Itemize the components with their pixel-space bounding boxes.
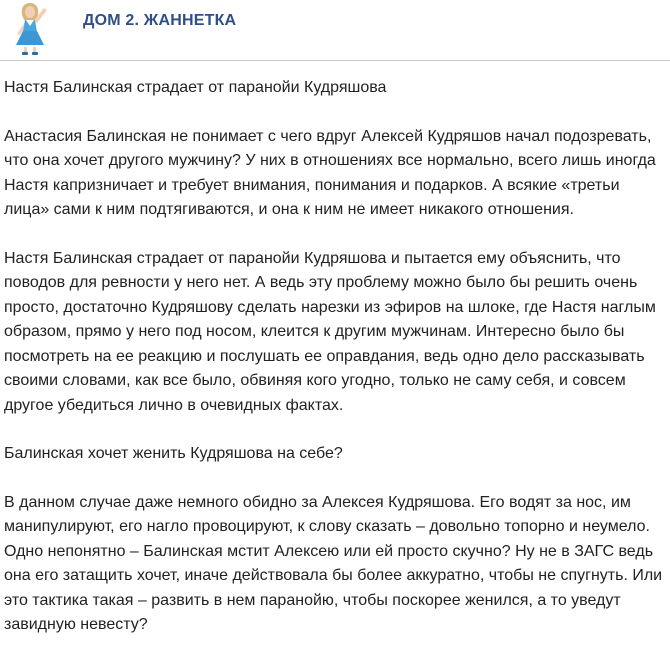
section-title[interactable]: ДОМ 2. ЖАННЕТКА [83,12,237,29]
article-paragraph: Настя Балинская страдает от паранойи Кудряшова и пытается ему объяснить, что поводов для ревности у него нет. А ведь эту проблему можно было бы решить очень просто, достаточно Кудряшову сделать нарезки из эфиров на шлоке, где Настя наглым образом, прямо у него под носом, клеится к другим мужчинам. Интересно было бы посмотреть на ее реакцию и послушать ее оправдания, ведь одно дело рассказывать своими словами, как все было, обвиняя кого угодно, только не саму себя, и совсем другое убедиться лично в очевидных фактах. [4,249,656,414]
article-heading: Настя Балинская страдает от паранойи Кудряшова [4,79,387,96]
article-body [4,76,666,662]
page-header [0,0,670,61]
article-paragraph: В данном случае даже немного обидно за Алексея Кудряшова. Его водят за нос, им манипулируют, его нагло провоцируют, к слову сказать – довольно топорно и неумело. Одно непонятно – Балинская мстит Алексею или ей просто скучно? Ну не в ЗАГС ведь она его затащить хочет, иначе действовала бы более аккуратно, чтобы не спугнуть. Или это тактика такая – развить в нем паранойю, чтобы поскорее женился, а то уведут завидную невесту? [4,493,663,633]
girl-in-blue-dress-icon[interactable] [4,0,56,56]
article-subheading: Балинская хочет женить Кудряшова на себе? [4,445,343,462]
article-paragraph: Анастасия Балинская не понимает с чего вдруг Алексей Кудряшов начал подозревать, что она хочет другого мужчину? У них в отношениях все нормально, всего лишь иногда Настя капризничает и требует внимания, понимания и подарков. А всякие «третьи лица» сами к ним подтягиваются, и она к ним не имеет никакого отношения. [4,127,656,218]
